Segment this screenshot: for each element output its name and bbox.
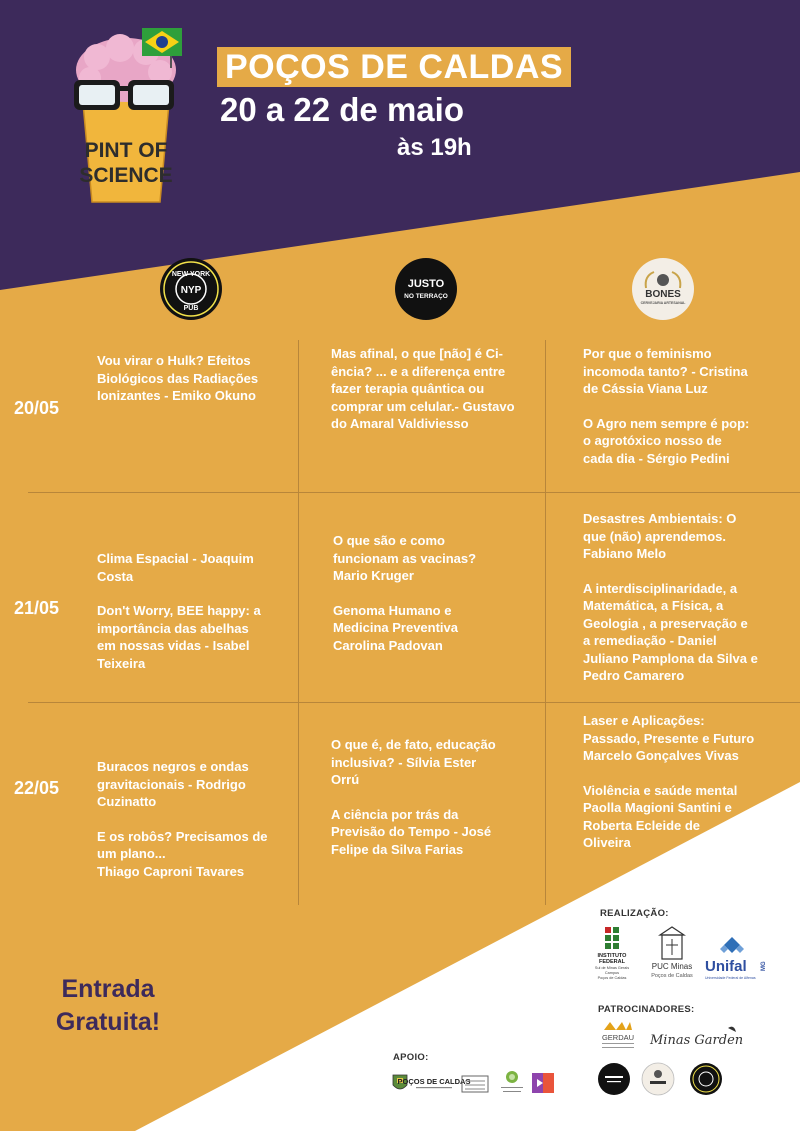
sponsor-logo-bones-small (642, 1063, 674, 1095)
talk-title: Mas afinal, o que [não] é Ci- ência? ... e a diferença entre fazer terapia quântica ou comprar um celular.- Gustavo do Amaral Valdiviesso (331, 346, 515, 431)
if-line1: INSTITUTO (597, 953, 627, 959)
talk-title: Genoma Humano e Medicina Preventiva Carolina Padovan (333, 602, 458, 653)
event-time: às 19h (397, 134, 472, 161)
talk-cell-22-05-nyp (97, 758, 292, 880)
talk-title: O que é, de fato, educação inclusiva? - Sílvia Ester Orrú (331, 737, 496, 787)
if-sul-de-minas-logo (590, 925, 640, 985)
unifal-logo (703, 935, 765, 985)
sponsor-logo-nyp-small (690, 1063, 722, 1095)
unifal-mg: MG (761, 961, 767, 971)
bones-logo-top: BONES (645, 289, 681, 300)
nyp-logo-bottom: PUB (183, 305, 199, 312)
justo-logo-top: JUSTO (407, 278, 445, 290)
minas-garden-logo (648, 1024, 744, 1054)
talk-cell-21-05-nyp (97, 550, 292, 672)
grid-vline-2 (545, 340, 546, 905)
gerdau-logo (594, 1020, 642, 1054)
justo-logo-mid: NO TERRAÇO (404, 293, 448, 300)
if-line3: Sul de Minas Gerais (594, 966, 630, 970)
date-label-21-05: 21/05 (14, 598, 60, 618)
talk-title: A interdisciplinaridade, a Matemática, a Física, a Geologia , a preservação e a remediação - Daniel Juliano Pamplona da Silva e Pedro Camarero (583, 580, 758, 683)
pocos-apoio-text: POÇOS DE CALDAS (397, 1077, 471, 1086)
talk-title: Clima Espacial - Joaquim Costa (97, 551, 254, 584)
talk-title: Buracos negros e ondas gravitacionais - Rodrigo Cuzinatto (97, 759, 249, 809)
talk-cell-22-05-bones (583, 712, 795, 852)
apoio-logo-pocos-de-caldas (397, 1073, 471, 1095)
talk-cell-20-05-bones (583, 345, 793, 467)
grid-hline-1 (28, 492, 800, 493)
gerdau-text: GERDAU (601, 1033, 635, 1042)
if-line4: Campus (604, 971, 620, 975)
city-title: POÇOS DE CALDAS (225, 48, 564, 86)
if-line2: FEDERAL (599, 959, 625, 965)
puc-line1: PUC Minas (651, 962, 693, 971)
date-label-22-05: 22/05 (14, 778, 60, 798)
city-title-box (217, 47, 571, 87)
minas-garden-text: Minas Garden (650, 1033, 744, 1048)
talk-title: Don't Worry, BEE happy: a importância das abelhas em nossas vidas - Isabel Teixeira (97, 603, 261, 671)
apoio-logo-4 (497, 1068, 527, 1096)
puc-minas-logo (643, 925, 701, 985)
talk-cell-21-05-bones (583, 510, 795, 685)
talk-cell-21-05-justo (333, 532, 538, 654)
venue-logo-justo-no-terraco (395, 258, 457, 320)
event-dates: 20 a 22 de maio (220, 91, 464, 128)
venue-logo-new-york-pub (160, 258, 222, 320)
unifal-sub: Universidade Federal de Alfenas (705, 976, 756, 980)
brand-line2: SCIENCE (79, 164, 173, 187)
free-entry-label: Entrada Gratuita! (55, 975, 161, 1036)
grid-hline-2 (28, 702, 800, 703)
apoio-logo-3 (460, 1073, 490, 1095)
apoio-label: APOIO: (393, 1052, 429, 1063)
talk-title: Laser e Aplicações: Passado, Presente e Futuro Marcelo Gonçalves Vivas (583, 713, 755, 763)
talk-cell-20-05-nyp (97, 352, 292, 405)
venue-logo-bones (632, 258, 694, 320)
realizacao-label: REALIZAÇÃO: (600, 908, 669, 919)
date-label-20-05: 20/05 (14, 398, 60, 418)
nyp-logo-mid: NYP (180, 285, 202, 296)
talk-title: Por que o feminismo incomoda tanto? - Cristina de Cássia Viana Luz (583, 346, 748, 396)
sponsor-logo-justo-small (598, 1063, 630, 1095)
apoio-logo-5 (531, 1072, 555, 1094)
talk-title: O que são e como funcionam as vacinas? Mario Kruger (333, 533, 477, 583)
nyp-logo-top: NEW YORK (171, 271, 211, 278)
pint-of-science-logo (62, 22, 192, 212)
brand-line1: PINT OF (84, 139, 168, 162)
talk-title: Desastres Ambientais: O que (não) aprendemos. Fabiano Melo (583, 511, 737, 561)
talk-cell-22-05-justo (331, 736, 541, 858)
patrocinadores-label: PATROCINADORES: (598, 1004, 695, 1015)
unifal-text: Unifal (705, 958, 747, 975)
if-line5: Poços de Caldas (597, 976, 627, 980)
talk-title: Vou virar o Hulk? Efeitos Biológicos das Radiações Ionizantes - Emiko Okuno (97, 353, 259, 403)
talk-cell-20-05-justo (331, 345, 541, 433)
talk-title: E os robôs? Precisamos de um plano... Thiago Caproni Tavares (97, 828, 268, 879)
bones-logo-bottom: CERVEJARIA ARTESANAL (640, 301, 686, 305)
talk-title: Violência e saúde mental Paolla Magioni Santini e Roberta Ecleide de Oliveira (583, 782, 738, 850)
grid-vline-1 (298, 340, 299, 905)
puc-line2: Poços de Caldas (651, 973, 693, 979)
talk-title: A ciência por trás da Previsão do Tempo - José Felipe da Silva Farias (331, 806, 492, 857)
talk-title: O Agro nem sempre é pop: o agrotóxico nosso de cada dia - Sérgio Pedini (583, 415, 750, 466)
